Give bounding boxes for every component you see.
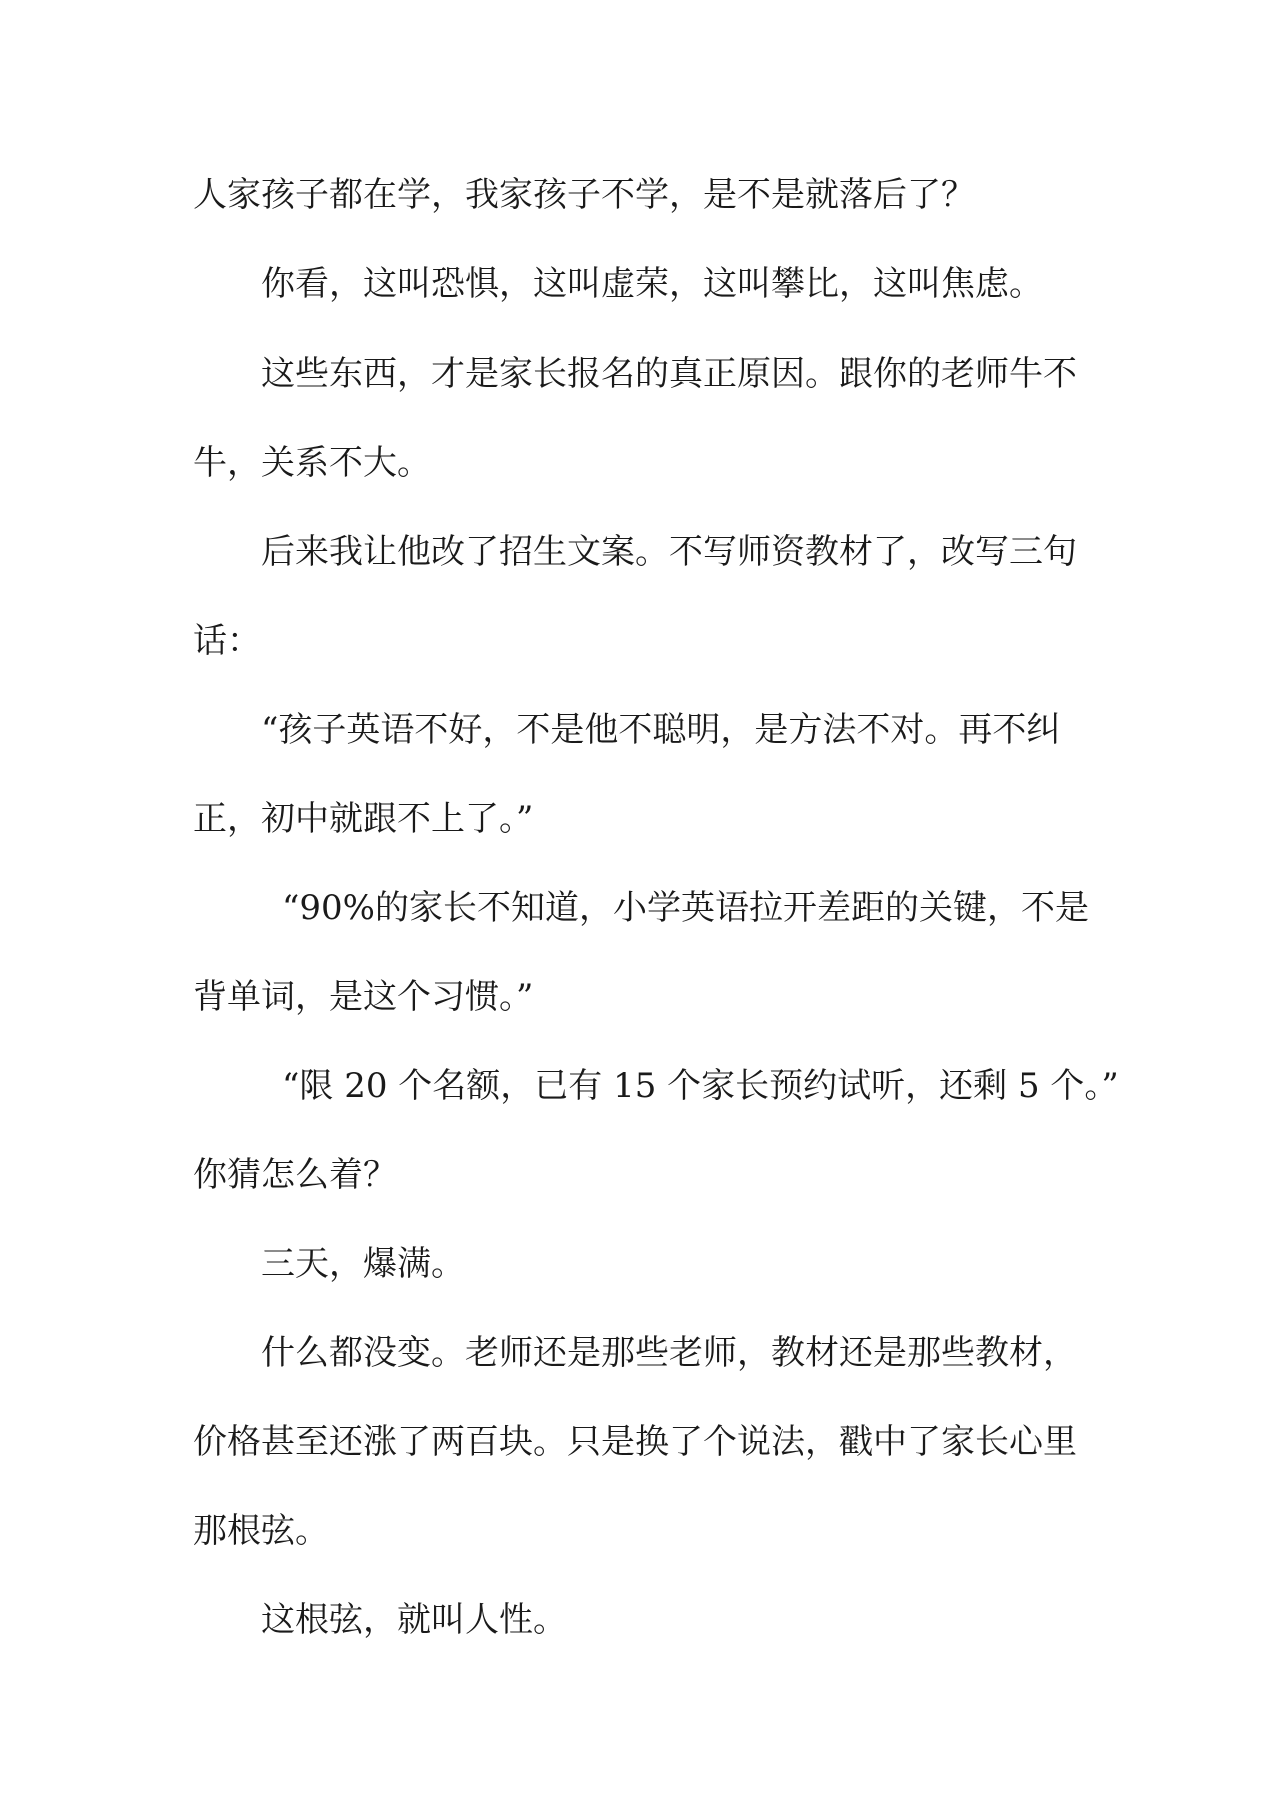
text-line: 你看，这叫恐惧，这叫虚荣，这叫攀比，这叫焦虑。: [261, 264, 1043, 304]
text-line: “90%的家长不知道，小学英语拉开差距的关键，不是: [282, 888, 1089, 928]
text-line: 价格甚至还涨了两百块。只是换了个说法，戳中了家长心里: [193, 1422, 1077, 1462]
text-line: 人家孩子都在学，我家孩子不学，是不是就落后了？: [193, 175, 975, 215]
text-line: 背单词，是这个习惯。”: [193, 977, 534, 1017]
text-line: 三天，爆满。: [261, 1244, 465, 1284]
text-line: 那根弦。: [193, 1511, 329, 1551]
text-line: 这些东西，才是家长报名的真正原因。跟你的老师牛不: [261, 354, 1077, 394]
text-line: 后来我让他改了招生文案。不写师资教材了，改写三句: [261, 532, 1077, 572]
text-line: 正，初中就跟不上了。”: [193, 799, 534, 839]
text-line: 话：: [193, 621, 261, 661]
text-line: 牛，关系不大。: [193, 443, 431, 483]
text-line: “限 20 个名额，已有 15 个家长预约试听，还剩 5 个。”: [282, 1066, 1119, 1106]
text-line: 这根弦，就叫人性。: [261, 1600, 567, 1640]
text-line: 什么都没变。老师还是那些老师，教材还是那些教材，: [261, 1333, 1077, 1373]
text-line: 你猜怎么着？: [193, 1155, 397, 1195]
text-line: “孩子英语不好，不是他不聪明，是方法不对。再不纠: [261, 710, 1061, 750]
